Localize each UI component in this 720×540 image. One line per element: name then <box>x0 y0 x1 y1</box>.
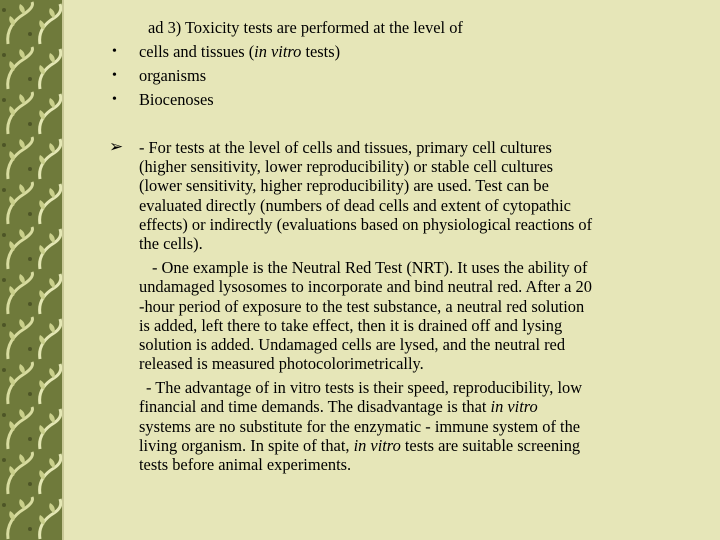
bullet-item-biocenoses: Biocenoses <box>139 90 214 109</box>
bullet-item-organisms: organisms <box>139 66 207 85</box>
paragraph-line: the cells). <box>139 234 203 253</box>
paragraph-line: tests before animal experiments. <box>139 455 352 474</box>
bullet-item-cells: cells and tissues (in vitro tests) <box>139 42 341 61</box>
paragraph-line: - The advantage of in vitro tests is their speed, reproducibility, low <box>146 378 583 397</box>
paragraph-line: solution is added. Undamaged cells are lysed, and the neutral red <box>139 335 566 354</box>
paragraph-line: financial and time demands. The disadvantage is that in vitro <box>139 397 538 416</box>
paragraph-line: living organism. In spite of that, in vitro tests are suitable screening <box>139 436 581 455</box>
paragraph-line: (higher sensitivity, lower reproducibility) or stable cell cultures <box>139 157 554 176</box>
bullet-dot-icon: • <box>112 68 117 83</box>
paragraph-line: - One example is the Neutral Red Test (NRT). It uses the ability of <box>152 258 588 277</box>
paragraph-line: evaluated directly (numbers of dead cells and extent of cytopathic <box>139 196 571 215</box>
bullet-dot-icon: • <box>112 44 117 59</box>
paragraph-line: -hour period of exposure to the test substance, a neutral red solution <box>139 297 585 316</box>
heading: ad 3) Toxicity tests are performed at the level of <box>148 18 463 37</box>
paragraph-line: released is measured photocolorimetrically. <box>139 354 424 373</box>
bullet-dot-icon: • <box>112 92 117 107</box>
paragraph-line: is added, left there to take effect, then it is drained off and lysing <box>139 316 563 335</box>
paragraph-line: undamaged lysosomes to incorporate and bind neutral red. After a 20 <box>139 277 592 296</box>
paragraph-line: effects) or indirectly (evaluations based on physiological reactions of <box>139 215 593 234</box>
paragraph-line: - For tests at the level of cells and tissues, primary cell cultures <box>139 138 552 157</box>
paragraph-line: systems are no substitute for the enzymatic - immune system of the <box>139 417 581 436</box>
arrow-bullet-icon: ➢ <box>109 137 124 157</box>
paragraph-line: (lower sensitivity, higher reproducibility) are used. Test can be <box>139 176 549 195</box>
